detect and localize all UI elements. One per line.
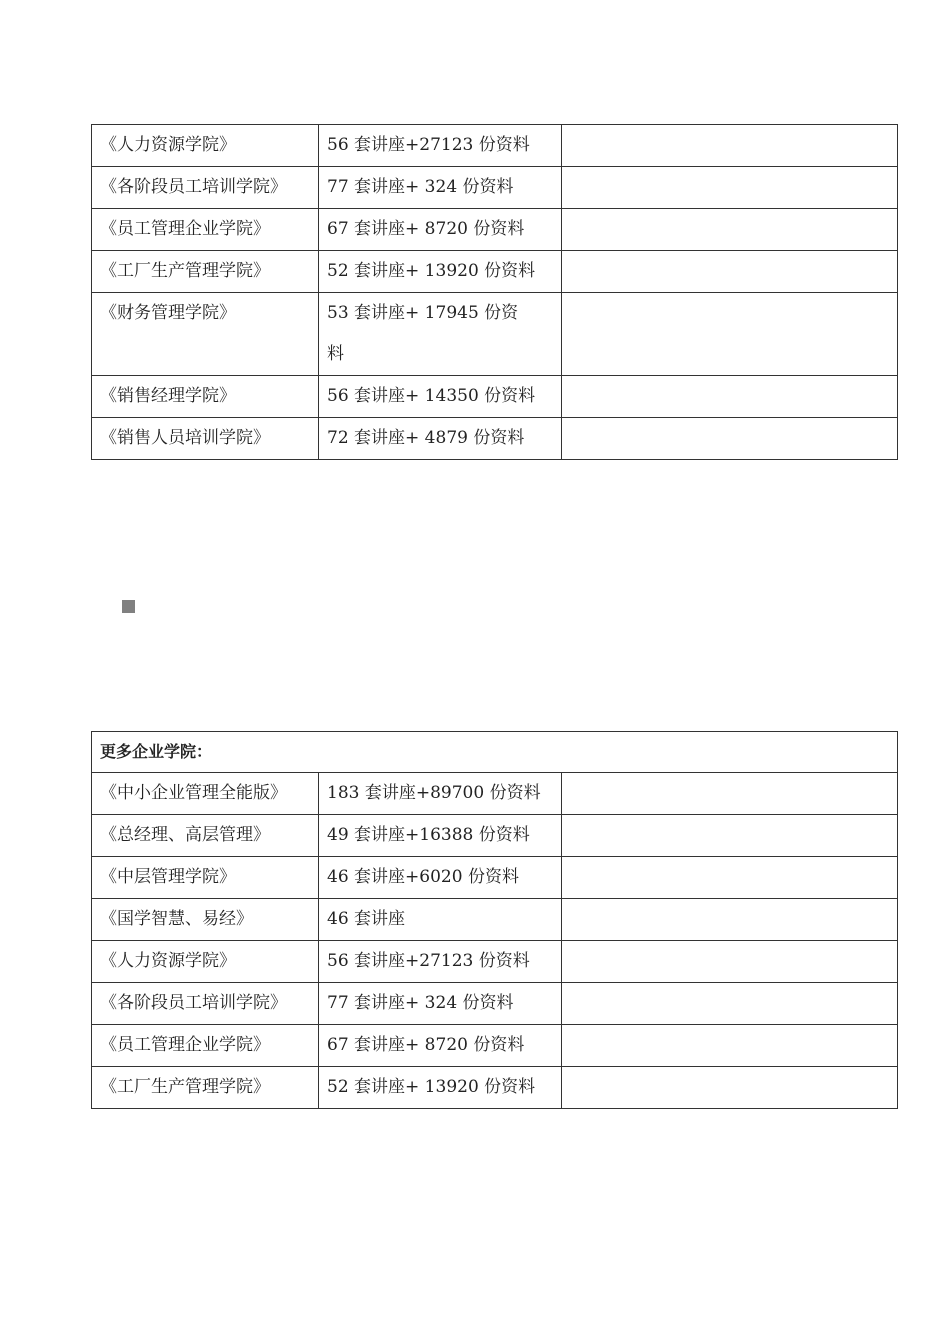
table-row [92, 815, 898, 857]
academy-content: 53 套讲座+ 17945 份资料 [319, 293, 562, 376]
academy-name: 《工厂生产管理学院》 [92, 251, 319, 293]
academy-note [562, 376, 898, 418]
table-row [92, 899, 898, 941]
academy-content: 77 套讲座+ 324 份资料 [319, 983, 562, 1025]
academy-note [562, 1025, 898, 1067]
academy-name: 《总经理、高层管理》 [92, 815, 319, 857]
square-bullet-icon [122, 600, 135, 613]
table-row [92, 251, 898, 293]
academy-note [562, 941, 898, 983]
table-row [92, 1025, 898, 1067]
academy-name: 《员工管理企业学院》 [92, 1025, 319, 1067]
table-row [92, 773, 898, 815]
academy-name: 《中层管理学院》 [92, 857, 319, 899]
academy-content: 67 套讲座+ 8720 份资料 [319, 209, 562, 251]
table-row [92, 941, 898, 983]
academy-note [562, 857, 898, 899]
academy-content: 49 套讲座+16388 份资料 [319, 815, 562, 857]
academy-note [562, 1067, 898, 1109]
table-row [92, 1067, 898, 1109]
academy-content: 46 套讲座+6020 份资料 [319, 857, 562, 899]
academy-name: 《工厂生产管理学院》 [92, 1067, 319, 1109]
academy-name: 《销售人员培训学院》 [92, 418, 319, 460]
table-row [92, 125, 898, 167]
academy-note [562, 418, 898, 460]
academy-table [91, 124, 898, 460]
academy-note [562, 209, 898, 251]
table-row [92, 983, 898, 1025]
academy-name: 《各阶段员工培训学院》 [92, 167, 319, 209]
academy-content: 77 套讲座+ 324 份资料 [319, 167, 562, 209]
academy-name: 《员工管理企业学院》 [92, 209, 319, 251]
academy-content: 183 套讲座+89700 份资料 [319, 773, 562, 815]
academy-note [562, 773, 898, 815]
academy-note [562, 899, 898, 941]
academy-content: 56 套讲座+ 14350 份资料 [319, 376, 562, 418]
table-row [92, 209, 898, 251]
table-row [92, 418, 898, 460]
table-header: 更多企业学院： [92, 732, 898, 773]
academy-content: 46 套讲座 [319, 899, 562, 941]
academy-note [562, 815, 898, 857]
academy-name: 《销售经理学院》 [92, 376, 319, 418]
academy-name: 《财务管理学院》 [92, 293, 319, 376]
academy-note [562, 293, 898, 376]
academy-name: 《人力资源学院》 [92, 941, 319, 983]
academy-content: 72 套讲座+ 4879 份资料 [319, 418, 562, 460]
academy-content: 56 套讲座+27123 份资料 [319, 941, 562, 983]
academy-note [562, 251, 898, 293]
academy-name: 《国学智慧、易经》 [92, 899, 319, 941]
academy-content: 52 套讲座+ 13920 份资料 [319, 1067, 562, 1109]
table-header-row [92, 732, 898, 773]
academy-note [562, 167, 898, 209]
academy-content: 52 套讲座+ 13920 份资料 [319, 251, 562, 293]
table-row [92, 857, 898, 899]
academy-name: 《中小企业管理全能版》 [92, 773, 319, 815]
academy-name: 《人力资源学院》 [92, 125, 319, 167]
academy-note [562, 125, 898, 167]
academy-name: 《各阶段员工培训学院》 [92, 983, 319, 1025]
table-row [92, 293, 898, 376]
academy-content: 67 套讲座+ 8720 份资料 [319, 1025, 562, 1067]
academy-content: 56 套讲座+27123 份资料 [319, 125, 562, 167]
more-academies-table [91, 731, 898, 1109]
academy-note [562, 983, 898, 1025]
table-row [92, 376, 898, 418]
table-row [92, 167, 898, 209]
